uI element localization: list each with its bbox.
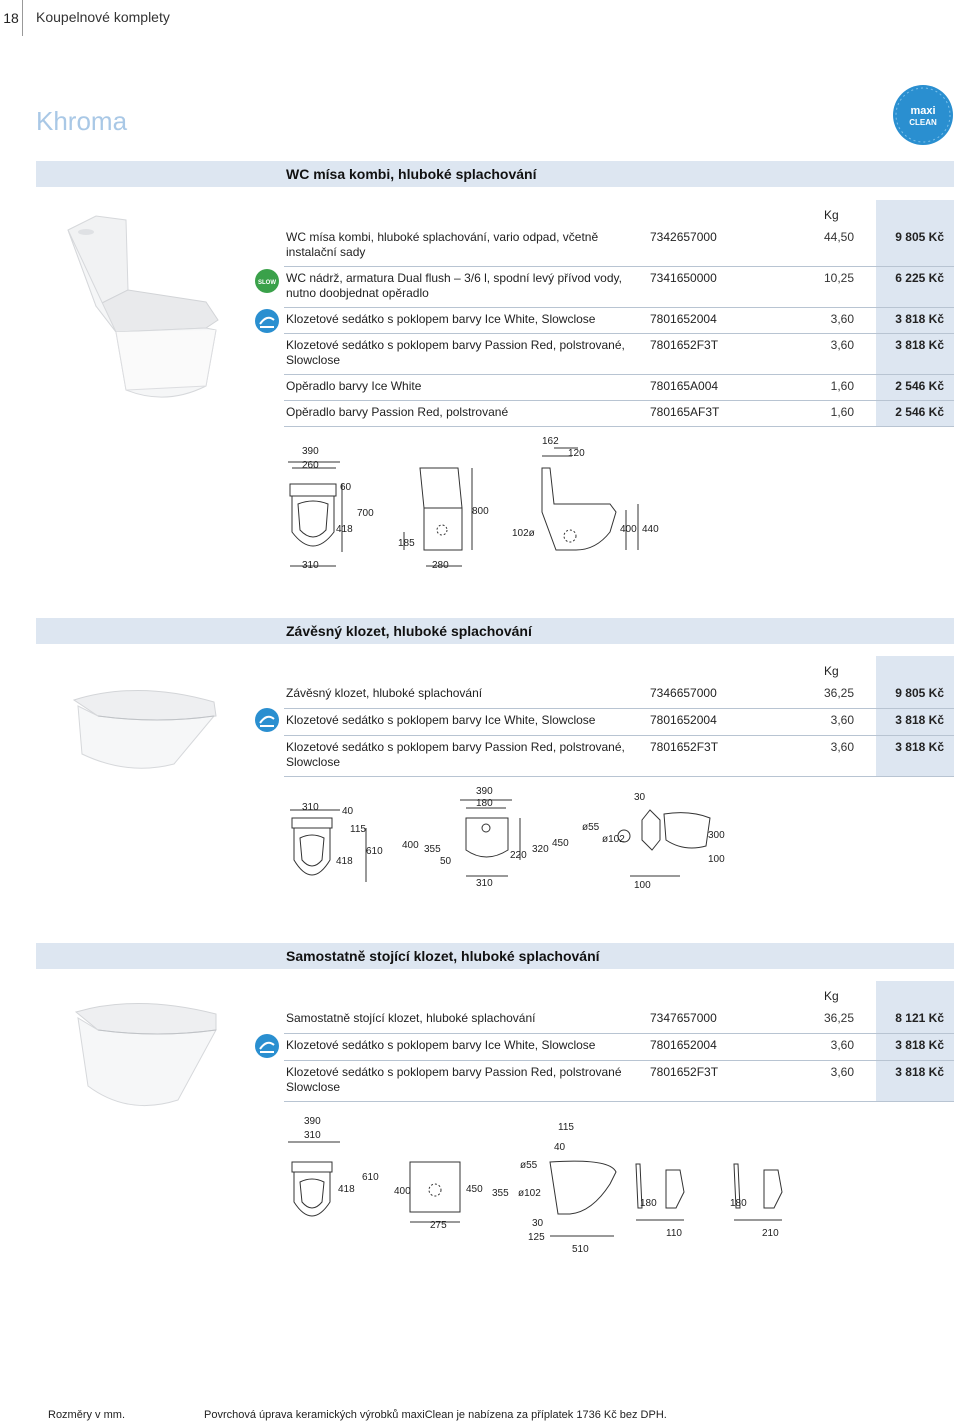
dimension-label: 400 — [620, 524, 637, 535]
kg-header: Kg — [824, 208, 839, 222]
dimension-label: 400 — [394, 1186, 411, 1197]
dimension-label: 510 — [572, 1244, 589, 1255]
section-title: Samostatně stojící klozet, hluboké splachování — [286, 948, 600, 964]
product-image-kombi — [56, 210, 236, 415]
dimension-label: 115 — [350, 824, 366, 835]
dimension-label: 355 — [492, 1188, 509, 1199]
row-description: Klozetové sedátko s poklopem barvy Passion Red, polstrované Slowclose — [286, 1065, 622, 1094]
footer-note-dimensions: Rozměry v mm. — [48, 1409, 125, 1421]
table-row — [284, 736, 954, 777]
dimension-label: 110 — [666, 1228, 682, 1239]
dimension-label: 40 — [342, 806, 354, 817]
dimension-label: 418 — [338, 1184, 355, 1195]
dimension-label: 320 — [532, 844, 549, 855]
section-band-2 — [36, 618, 954, 644]
kg-header: Kg — [824, 989, 839, 1003]
dimension-label: 162 — [542, 436, 559, 447]
dimension-label: 260 — [302, 460, 319, 471]
dimension-label: ø55 — [582, 822, 600, 833]
dimension-label: 115 — [558, 1122, 574, 1133]
dimension-label: 100 — [634, 880, 651, 891]
table-row — [284, 1034, 954, 1061]
technical-drawing-3 — [280, 1112, 800, 1262]
section-title: Závěsný klozet, hluboké splachování — [286, 623, 532, 639]
product-image-floor-standing — [68, 996, 228, 1121]
row-product-code: 780165AF3T — [650, 405, 720, 419]
row-price: 3 818 Kč — [895, 713, 944, 727]
product-table-2 — [284, 656, 954, 777]
row-product-code: 7801652004 — [650, 713, 717, 727]
slowclose-badge-icon — [254, 268, 280, 294]
dimension-label: 30 — [532, 1218, 544, 1229]
row-weight: 10,25 — [823, 271, 854, 285]
row-weight: 3,60 — [830, 1065, 854, 1079]
technical-drawing-1 — [280, 432, 680, 582]
table-row — [284, 308, 954, 334]
table-row — [284, 334, 954, 375]
dimension-label: 400 — [402, 840, 419, 851]
maxi-text: maxi — [910, 105, 936, 117]
row-product-code: 7801652004 — [650, 1038, 717, 1052]
dimension-label: 185 — [398, 538, 415, 549]
row-price: 3 818 Kč — [895, 740, 944, 754]
dimension-label: 800 — [472, 506, 489, 517]
row-price: 3 818 Kč — [895, 338, 944, 352]
footer-note-maxiclean: Povrchová úprava keramických výrobků maxiClean je nabízena za příplatek 1736 Kč bez DPH. — [204, 1409, 667, 1421]
row-weight: 3,60 — [830, 312, 854, 326]
dimension-label: 180 — [730, 1198, 747, 1209]
dimension-label: 450 — [466, 1184, 483, 1195]
row-weight: 3,60 — [830, 740, 854, 754]
row-price: 8 121 Kč — [895, 1011, 944, 1025]
dimension-label: 450 — [552, 838, 569, 849]
dimension-label: 355 — [424, 844, 441, 855]
product-table-1 — [284, 200, 954, 427]
dimension-label: 180 — [476, 798, 493, 809]
clean-text: CLEAN — [909, 118, 937, 127]
dimension-label: ø102 — [518, 1188, 541, 1199]
dimension-label: 102ø — [512, 528, 535, 539]
dimension-label: 50 — [440, 856, 452, 867]
row-weight: 3,60 — [830, 1038, 854, 1052]
dimension-label: 390 — [476, 786, 493, 797]
row-price: 3 818 Kč — [895, 312, 944, 326]
dimension-label: 220 — [510, 850, 527, 861]
row-description: WC nádrž, armatura Dual flush – 3/6 l, spodní levý přívod vody, nutno doobjednat opěradlo — [286, 271, 622, 300]
slowclose-seat-icon — [254, 707, 280, 733]
row-description: Samostatně stojící klozet, hluboké splachování — [286, 1011, 536, 1025]
slowclose-seat-icon — [254, 308, 280, 334]
slowclose-seat-icon — [254, 1033, 280, 1059]
dimension-label: 610 — [362, 1172, 379, 1183]
running-head: Koupelnové komplety — [36, 9, 170, 25]
dimension-label: 60 — [340, 482, 352, 493]
dimension-label: 310 — [476, 878, 493, 889]
row-product-code: 7801652F3T — [650, 338, 719, 352]
table-row — [284, 226, 954, 267]
dimension-label: 418 — [336, 524, 353, 535]
dimension-label: 40 — [554, 1142, 566, 1153]
row-description: Opěradlo barvy Passion Red, polstrované — [286, 405, 509, 419]
row-price: 9 805 Kč — [895, 230, 944, 244]
table-row — [284, 1061, 954, 1102]
row-product-code: 7346657000 — [650, 686, 717, 700]
dimension-label: 310 — [302, 802, 319, 813]
dimension-label: 210 — [762, 1228, 779, 1239]
section-band-1 — [36, 161, 954, 187]
row-description: Klozetové sedátko s poklopem barvy Passion Red, polstrované, Slowclose — [286, 338, 625, 367]
table-row — [284, 401, 954, 427]
row-product-code: 7801652004 — [650, 312, 717, 326]
row-description: Závěsný klozet, hluboké splachování — [286, 686, 483, 700]
dimension-label: 418 — [336, 856, 353, 867]
row-product-code: 780165A004 — [650, 379, 719, 393]
row-description: Klozetové sedátko s poklopem barvy Ice White, Slowclose — [286, 1038, 596, 1052]
row-price: 6 225 Kč — [895, 271, 944, 285]
dimension-label: 390 — [304, 1116, 321, 1127]
dimension-label: 440 — [642, 524, 659, 535]
brand-title: Khroma — [36, 106, 128, 136]
dimension-label: 125 — [528, 1232, 545, 1243]
dimension-label: ø55 — [520, 1160, 538, 1171]
row-description: Klozetové sedátko s poklopem barvy Passion Red, polstrované, Slowclose — [286, 740, 625, 769]
row-price: 3 818 Kč — [895, 1038, 944, 1052]
section-band-3 — [36, 943, 954, 969]
dimension-label: 275 — [430, 1220, 447, 1231]
product-table-3 — [284, 981, 954, 1102]
section-title: WC mísa kombi, hluboké splachování — [286, 166, 537, 182]
dimension-label: 280 — [432, 560, 449, 571]
svg-text:SLOW: SLOW — [258, 280, 276, 286]
row-price: 2 546 Kč — [895, 379, 944, 393]
row-product-code: 7801652F3T — [650, 740, 719, 754]
dimension-label: 610 — [366, 846, 383, 857]
dimension-label: 300 — [708, 830, 725, 841]
row-product-code: 7341650000 — [650, 271, 717, 285]
table-row — [284, 1007, 954, 1034]
row-weight: 36,25 — [823, 1011, 854, 1025]
row-price: 3 818 Kč — [895, 1065, 944, 1079]
dimension-label: 120 — [568, 448, 585, 459]
kg-header: Kg — [824, 664, 839, 678]
row-weight: 3,60 — [830, 338, 854, 352]
table-row — [284, 709, 954, 736]
product-image-wall-hung — [68, 680, 228, 785]
row-weight: 1,60 — [830, 379, 854, 393]
row-weight: 44,50 — [823, 230, 854, 244]
technical-drawing-2 — [280, 780, 740, 900]
row-price: 2 546 Kč — [895, 405, 944, 419]
row-weight: 1,60 — [830, 405, 854, 419]
dimension-label: 310 — [302, 560, 319, 571]
row-description: WC mísa kombi, hluboké splachování, vario odpad, včetně instalační sady — [286, 230, 599, 259]
row-price: 9 805 Kč — [895, 686, 944, 700]
row-product-code: 7342657000 — [650, 230, 717, 244]
row-description: Klozetové sedátko s poklopem barvy Ice White, Slowclose — [286, 312, 596, 326]
maxiclean-badge-icon — [892, 84, 954, 146]
dimension-label: 30 — [634, 792, 646, 803]
row-weight: 3,60 — [830, 713, 854, 727]
table-row — [284, 267, 954, 308]
row-description: Klozetové sedátko s poklopem barvy Ice White, Slowclose — [286, 713, 596, 727]
dimension-label: 100 — [708, 854, 725, 865]
table-row — [284, 375, 954, 401]
page-number: 18 — [0, 0, 23, 36]
dimension-label: 310 — [304, 1130, 321, 1141]
row-product-code: 7801652F3T — [650, 1065, 719, 1079]
table-row — [284, 682, 954, 709]
row-description: Opěradlo barvy Ice White — [286, 379, 422, 393]
dimension-label: 390 — [302, 446, 319, 457]
row-weight: 36,25 — [823, 686, 854, 700]
dimension-label: 180 — [640, 1198, 657, 1209]
row-product-code: 7347657000 — [650, 1011, 717, 1025]
dimension-label: ø102 — [602, 834, 625, 845]
dimension-label: 700 — [357, 508, 374, 519]
